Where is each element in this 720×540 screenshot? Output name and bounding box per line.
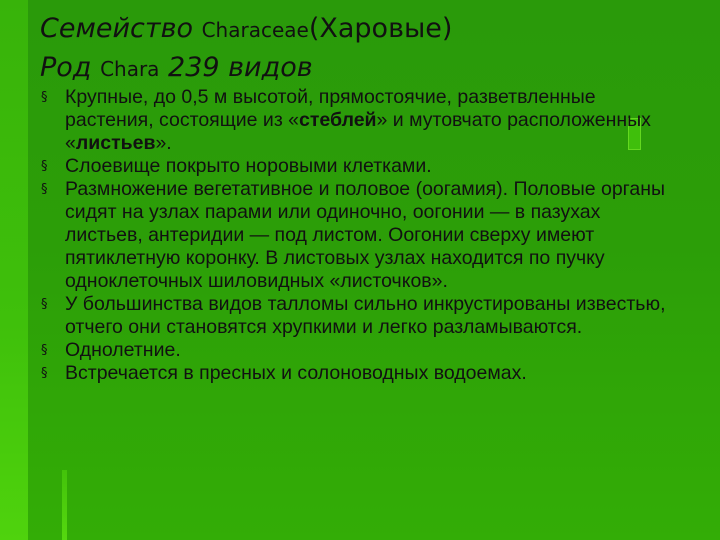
bullet-bold-term: стеблей <box>299 109 377 131</box>
title-genus-latin: Chara <box>100 57 160 81</box>
list-item <box>38 178 678 293</box>
section-sign-icon: § <box>41 297 48 312</box>
slide-title <box>40 10 700 88</box>
section-sign-icon: § <box>41 90 48 105</box>
bullet-text: Слоевище покрыто норовыми клетками. <box>65 155 432 177</box>
bullet-text: Однолетние. <box>65 339 181 361</box>
section-sign-icon: § <box>41 366 48 381</box>
title-line-2 <box>40 49 700 88</box>
title-family-russian: (Харовые) <box>308 13 453 44</box>
title-family-latin: Characeae <box>201 18 309 42</box>
section-sign-icon: § <box>41 182 48 197</box>
title-genus-word: Род <box>40 52 92 83</box>
list-item <box>38 86 678 155</box>
title-line-1 <box>40 10 700 49</box>
title-species-count: 239 видов <box>168 52 313 83</box>
bullet-bold-term: листьев <box>75 132 156 154</box>
bullet-text: ». <box>155 132 172 154</box>
list-item <box>38 362 678 385</box>
section-sign-icon: § <box>41 159 48 174</box>
title-family-word: Семейство <box>40 13 193 44</box>
thin-decorative-stripe <box>62 470 67 540</box>
bullet-text: Встречается в пресных и солоноводных водоемах. <box>65 362 527 384</box>
list-item <box>38 293 678 339</box>
list-item <box>38 155 678 178</box>
bullet-text: Крупные, до 0,5 м высотой, прямостоячие, разветвленные растения, состоящие из « <box>65 86 596 131</box>
left-decorative-stripe <box>0 0 28 540</box>
bullet-text: Размножение вегетативное и половое (оогамия). Половые органы сидят на узлах парами или одиночно, оогонии — в пазухах листьев, антеридии — под листом. Оогонии сверху имеют пятиклетную коронку. В листовых узлах находится по пучку одноклеточных шиловидных «листочков». <box>65 178 665 292</box>
bullet-text: У большинства видов талломы сильно инкрустированы известью, отчего они становятся хрупкими и легко разламываются. <box>65 293 666 338</box>
list-item <box>38 339 678 362</box>
bullet-text: » и мутовчато расположенных « <box>65 109 651 154</box>
bullet-list <box>38 86 678 385</box>
section-sign-icon: § <box>41 343 48 358</box>
